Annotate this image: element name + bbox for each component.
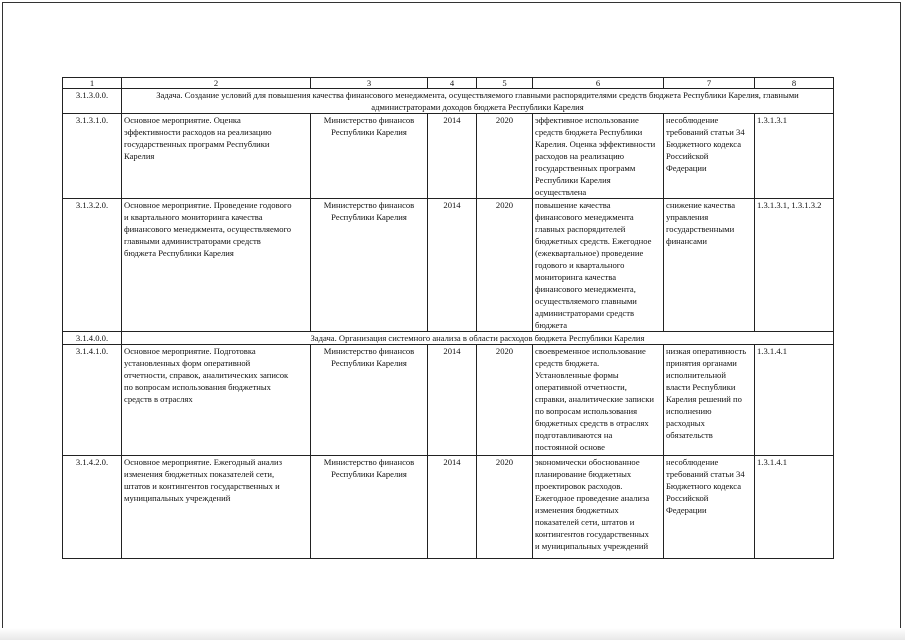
executor xyxy=(311,456,428,559)
risk-consequence xyxy=(664,114,755,199)
cell-line: принятия органами xyxy=(666,358,737,368)
cell-line: Федерации xyxy=(666,505,707,515)
cell-line: средств бюджета. xyxy=(535,358,600,368)
header-col-8: 8 xyxy=(755,78,834,89)
indicator-link: 1.3.1.4.1 xyxy=(755,345,834,456)
cell-line: финансами xyxy=(666,236,707,246)
cell-line: Основное мероприятие. Проведение годового xyxy=(124,200,292,210)
cell-line: экономически обоснованное xyxy=(535,457,640,467)
cell-line: Республики Карелия xyxy=(331,212,407,222)
cell-line: Министерство финансов xyxy=(323,457,415,467)
cell-line: бюджета xyxy=(535,320,568,330)
cell-line: Карелия xyxy=(124,151,155,161)
expected-result xyxy=(533,456,664,559)
cell-line: Бюджетного кодекса xyxy=(666,481,742,491)
activity-code: 3.1.4.1.0. xyxy=(63,345,122,456)
start-year: 2014 xyxy=(428,345,477,456)
cell-line: управления xyxy=(666,212,709,222)
cell-line: расходов на реализацию xyxy=(535,151,625,161)
end-year: 2020 xyxy=(477,199,533,332)
cell-line: Федерации xyxy=(666,163,707,173)
cell-line: финансового менеджмента xyxy=(535,212,634,222)
cell-line: повышение качества xyxy=(535,200,611,210)
cell-line: справки, аналитические записки xyxy=(535,394,654,404)
table-row xyxy=(63,456,834,559)
cell-line: бюджета Республики Карелия xyxy=(124,248,234,258)
cell-line: отчетности, справок, аналитических записок xyxy=(124,370,289,380)
cell-line: Республики Карелия xyxy=(331,469,407,479)
cell-line: эффективное использование xyxy=(535,115,639,125)
cell-line: Министерство финансов xyxy=(323,200,415,210)
start-year: 2014 xyxy=(428,199,477,332)
activity-name xyxy=(122,456,311,559)
cell-line: Республики Карелия xyxy=(535,175,611,185)
activity-name xyxy=(122,345,311,456)
header-col-6: 6 xyxy=(533,78,664,89)
cell-line: исполнительной xyxy=(666,370,726,380)
cell-line: Установленные формы xyxy=(535,370,619,380)
cell-line: и муниципальных учреждений xyxy=(535,541,649,551)
cell-line: Министерство финансов xyxy=(323,115,415,125)
cell-line: планирование бюджетных xyxy=(535,469,632,479)
risk-consequence xyxy=(664,456,755,559)
cell-line: Республики Карелия xyxy=(331,127,407,137)
header-row xyxy=(63,78,834,89)
cell-line: проектировок расходов. xyxy=(535,481,623,491)
cell-line: Карелия решений по xyxy=(666,394,742,404)
task-title-line: Задача. Организация системного анализа в области расходов бюджета Республики Карелия xyxy=(310,333,645,343)
expected-result xyxy=(533,199,664,332)
cell-line: финансового менеджмента, xyxy=(535,284,636,294)
task-title-line: Задача. Создание условий для повышения качества финансового менеджмента, осуществляемого главными распорядителями средств бюджета Республики Карелия, главными xyxy=(156,90,799,100)
cell-line: финансового менеджмента, осуществляемого xyxy=(124,224,292,234)
cell-line: средств в отраслях xyxy=(124,394,193,404)
end-year: 2020 xyxy=(477,114,533,199)
cell-line: своевременное использование xyxy=(535,346,646,356)
cell-line: установленных форм оперативной xyxy=(124,358,251,368)
cell-line: Карелия. Оценка эффективности xyxy=(535,139,656,149)
cell-line: (ежеквартальное) проведение xyxy=(535,248,644,258)
cell-line: контингентов государственных xyxy=(535,529,649,539)
header-col-7: 7 xyxy=(664,78,755,89)
cell-line: государственными xyxy=(666,224,735,234)
indicator-link: 1.3.1.3.1, 1.3.1.3.2 xyxy=(755,199,834,332)
table-row xyxy=(63,114,834,199)
end-year: 2020 xyxy=(477,345,533,456)
start-year: 2014 xyxy=(428,114,477,199)
cell-line: исполнению xyxy=(666,406,712,416)
start-year: 2014 xyxy=(428,456,477,559)
task-title xyxy=(122,89,834,114)
cell-line: средств бюджета Республики xyxy=(535,127,643,137)
cell-line: изменения бюджетных показателей сети, xyxy=(124,469,275,479)
expected-result xyxy=(533,114,664,199)
indicator-link: 1.3.1.3.1 xyxy=(755,114,834,199)
cell-line: несоблюдение xyxy=(666,457,719,467)
cell-line: годового и квартального xyxy=(535,260,625,270)
header-col-4: 4 xyxy=(428,78,477,89)
cell-line: администраторами средств xyxy=(535,308,635,318)
cell-line: требований статьи 34 xyxy=(666,127,745,137)
cell-line: Российской xyxy=(666,493,709,503)
cell-line: Российской xyxy=(666,151,709,161)
cell-line: низкая оперативность xyxy=(666,346,747,356)
activities-table xyxy=(62,77,834,559)
cell-line: Основное мероприятие. Ежегодный анализ xyxy=(124,457,283,467)
activity-name xyxy=(122,114,311,199)
executor xyxy=(311,199,428,332)
task-code: 3.1.3.0.0. xyxy=(63,89,122,114)
cell-line: Бюджетного кодекса xyxy=(666,139,742,149)
task-row xyxy=(63,332,834,345)
cell-line: Основное мероприятие. Оценка xyxy=(124,115,241,125)
cell-line: Ежегодное проведение анализа xyxy=(535,493,650,503)
header-col-1: 1 xyxy=(63,78,122,89)
table-row xyxy=(63,199,834,332)
cell-line: требований статьи 34 xyxy=(666,469,745,479)
expected-result xyxy=(533,345,664,456)
header-col-3: 3 xyxy=(311,78,428,89)
header-col-2: 2 xyxy=(122,78,311,89)
cell-line: мониторинга качества xyxy=(535,272,617,282)
cell-line: муниципальных учреждений xyxy=(124,493,231,503)
risk-consequence xyxy=(664,199,755,332)
task-title xyxy=(122,332,834,345)
cell-line: Министерство финансов xyxy=(323,346,415,356)
activity-name xyxy=(122,199,311,332)
cell-line: оперативной отчетности, xyxy=(535,382,627,392)
cell-line: бюджетных средств. Ежегодное xyxy=(535,236,652,246)
cell-line: штатов и контингентов государственных и xyxy=(124,481,280,491)
header-col-5: 5 xyxy=(477,78,533,89)
cell-line: эффективности расходов на реализацию xyxy=(124,127,272,137)
scan-edge xyxy=(0,628,905,640)
task-code: 3.1.4.0.0. xyxy=(63,332,122,345)
cell-line: и квартального мониторинга качества xyxy=(124,212,263,222)
activity-code: 3.1.3.2.0. xyxy=(63,199,122,332)
cell-line: государственных программ Республики xyxy=(124,139,270,149)
executor xyxy=(311,345,428,456)
cell-line: главных распорядителей xyxy=(535,224,626,234)
cell-line: осуществлена xyxy=(535,187,587,197)
cell-line: подготавливаются на xyxy=(535,430,613,440)
end-year: 2020 xyxy=(477,456,533,559)
executor xyxy=(311,114,428,199)
cell-line: изменения бюджетных xyxy=(535,505,619,515)
cell-line: постоянной основе xyxy=(535,442,605,452)
cell-line: по вопросам использования xyxy=(535,406,638,416)
cell-line: показателей сети, штатов и xyxy=(535,517,635,527)
cell-line: Основное мероприятие. Подготовка xyxy=(124,346,256,356)
cell-line: Республики Карелия xyxy=(331,358,407,368)
table-row xyxy=(63,345,834,456)
cell-line: несоблюдение xyxy=(666,115,719,125)
cell-line: обязательств xyxy=(666,430,713,440)
cell-line: по вопросам использования бюджетных xyxy=(124,382,271,392)
cell-line: государственных программ xyxy=(535,163,636,173)
cell-line: власти Республики xyxy=(666,382,736,392)
risk-consequence xyxy=(664,345,755,456)
cell-line: расходных xyxy=(666,418,705,428)
activity-code: 3.1.3.1.0. xyxy=(63,114,122,199)
cell-line: главными администраторами средств xyxy=(124,236,261,246)
task-title-line: администраторами доходов бюджета Республики Карелия xyxy=(371,102,584,112)
indicator-link: 1.3.1.4.1 xyxy=(755,456,834,559)
cell-line: осуществляемого главными xyxy=(535,296,637,306)
task-row xyxy=(63,89,834,114)
activity-code: 3.1.4.2.0. xyxy=(63,456,122,559)
cell-line: снижение качества xyxy=(666,200,736,210)
cell-line: бюджетных средств в отраслях xyxy=(535,418,649,428)
